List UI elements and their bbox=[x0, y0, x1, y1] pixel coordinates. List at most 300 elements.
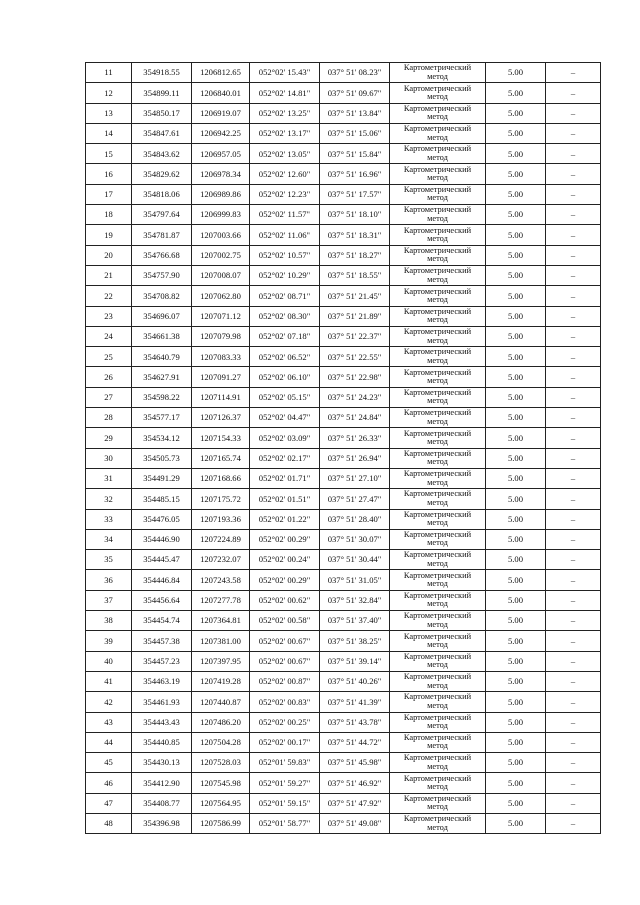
method-line-2: метод bbox=[427, 599, 448, 609]
method-line-1: Картометрический bbox=[403, 327, 472, 337]
method-line-1: Картометрический bbox=[403, 712, 472, 722]
table-row bbox=[86, 793, 601, 813]
y-coordinate-cell: 1207002.75 bbox=[192, 245, 250, 265]
accuracy-cell: 5.00 bbox=[486, 367, 546, 387]
x-coordinate-cell: 354766.68 bbox=[132, 245, 192, 265]
method-line-2: метод bbox=[427, 782, 448, 792]
y-coordinate-cell: 1207071.12 bbox=[192, 306, 250, 326]
longitude-cell: 037° 51' 09.67" bbox=[320, 83, 390, 103]
dash-cell: – bbox=[546, 793, 601, 813]
method-cell bbox=[390, 83, 486, 103]
point-number-cell: 25 bbox=[86, 347, 132, 367]
accuracy-cell: 5.00 bbox=[486, 205, 546, 225]
method-line-2: метод bbox=[427, 558, 448, 568]
dash-cell: – bbox=[546, 529, 601, 549]
method-line-2: метод bbox=[427, 193, 448, 203]
method-line-2: метод bbox=[427, 152, 448, 162]
y-coordinate-cell: 1207564.95 bbox=[192, 793, 250, 813]
dash-cell: – bbox=[546, 428, 601, 448]
accuracy-cell: 5.00 bbox=[486, 813, 546, 833]
point-number-cell: 12 bbox=[86, 83, 132, 103]
longitude-cell: 037° 51' 45.98" bbox=[320, 753, 390, 773]
table-row bbox=[86, 265, 601, 285]
x-coordinate-cell: 354505.73 bbox=[132, 448, 192, 468]
latitude-cell: 052°02' 07.18" bbox=[250, 326, 320, 346]
method-cell bbox=[390, 753, 486, 773]
method-line-1: Картометрический bbox=[403, 590, 472, 600]
method-line-2: метод bbox=[427, 436, 448, 446]
longitude-cell: 037° 51' 15.06" bbox=[320, 123, 390, 143]
x-coordinate-cell: 354899.11 bbox=[132, 83, 192, 103]
method-cell bbox=[390, 692, 486, 712]
latitude-cell: 052°02' 14.81" bbox=[250, 83, 320, 103]
table-row bbox=[86, 205, 601, 225]
accuracy-cell: 5.00 bbox=[486, 306, 546, 326]
method-cell bbox=[390, 590, 486, 610]
method-line-1: Картометрический bbox=[403, 164, 472, 174]
point-number-cell: 14 bbox=[86, 123, 132, 143]
x-coordinate-cell: 354829.62 bbox=[132, 164, 192, 184]
y-coordinate-cell: 1206978.34 bbox=[192, 164, 250, 184]
x-coordinate-cell: 354443.43 bbox=[132, 712, 192, 732]
longitude-cell: 037° 51' 32.84" bbox=[320, 590, 390, 610]
dash-cell: – bbox=[546, 671, 601, 691]
method-line-2: метод bbox=[427, 274, 448, 284]
method-line-1: Картометрический bbox=[403, 530, 472, 540]
longitude-cell: 037° 51' 37.40" bbox=[320, 611, 390, 631]
accuracy-cell: 5.00 bbox=[486, 753, 546, 773]
latitude-cell: 052°02' 00.25" bbox=[250, 712, 320, 732]
dash-cell: – bbox=[546, 265, 601, 285]
point-number-cell: 29 bbox=[86, 428, 132, 448]
accuracy-cell: 5.00 bbox=[486, 63, 546, 83]
method-line-2: метод bbox=[427, 761, 448, 771]
latitude-cell: 052°02' 12.60" bbox=[250, 164, 320, 184]
method-line-1: Картометрический bbox=[403, 611, 472, 621]
method-cell bbox=[390, 205, 486, 225]
method-cell bbox=[390, 144, 486, 164]
x-coordinate-cell: 354396.98 bbox=[132, 813, 192, 833]
longitude-cell: 037° 51' 38.25" bbox=[320, 631, 390, 651]
table-row bbox=[86, 408, 601, 428]
latitude-cell: 052°02' 15.43" bbox=[250, 63, 320, 83]
method-cell bbox=[390, 651, 486, 671]
latitude-cell: 052°02' 00.67" bbox=[250, 631, 320, 651]
y-coordinate-cell: 1207079.98 bbox=[192, 326, 250, 346]
x-coordinate-cell: 354577.17 bbox=[132, 408, 192, 428]
y-coordinate-cell: 1207586.99 bbox=[192, 813, 250, 833]
method-line-2: метод bbox=[427, 173, 448, 183]
method-cell bbox=[390, 265, 486, 285]
method-cell bbox=[390, 732, 486, 752]
table-row bbox=[86, 712, 601, 732]
dash-cell: – bbox=[546, 408, 601, 428]
dash-cell: – bbox=[546, 692, 601, 712]
x-coordinate-cell: 354446.84 bbox=[132, 570, 192, 590]
point-number-cell: 16 bbox=[86, 164, 132, 184]
point-number-cell: 31 bbox=[86, 468, 132, 488]
x-coordinate-cell: 354457.23 bbox=[132, 651, 192, 671]
dash-cell: – bbox=[546, 83, 601, 103]
method-cell bbox=[390, 428, 486, 448]
x-coordinate-cell: 354757.90 bbox=[132, 265, 192, 285]
x-coordinate-cell: 354446.90 bbox=[132, 529, 192, 549]
latitude-cell: 052°01' 59.27" bbox=[250, 773, 320, 793]
y-coordinate-cell: 1207232.07 bbox=[192, 550, 250, 570]
latitude-cell: 052°02' 00.87" bbox=[250, 671, 320, 691]
x-coordinate-cell: 354454.74 bbox=[132, 611, 192, 631]
accuracy-cell: 5.00 bbox=[486, 144, 546, 164]
method-line-2: метод bbox=[427, 802, 448, 812]
dash-cell: – bbox=[546, 306, 601, 326]
latitude-cell: 052°02' 00.17" bbox=[250, 732, 320, 752]
latitude-cell: 052°02' 00.58" bbox=[250, 611, 320, 631]
method-line-1: Картометрический bbox=[403, 814, 472, 824]
longitude-cell: 037° 51' 44.72" bbox=[320, 732, 390, 752]
dash-cell: – bbox=[546, 367, 601, 387]
method-cell bbox=[390, 123, 486, 143]
y-coordinate-cell: 1206999.83 bbox=[192, 205, 250, 225]
table-row bbox=[86, 225, 601, 245]
method-cell bbox=[390, 550, 486, 570]
method-line-1: Картометрический bbox=[403, 631, 472, 641]
method-line-2: метод bbox=[427, 294, 448, 304]
table-row bbox=[86, 306, 601, 326]
y-coordinate-cell: 1207397.95 bbox=[192, 651, 250, 671]
y-coordinate-cell: 1207419.28 bbox=[192, 671, 250, 691]
accuracy-cell: 5.00 bbox=[486, 123, 546, 143]
latitude-cell: 052°02' 13.05" bbox=[250, 144, 320, 164]
longitude-cell: 037° 51' 15.84" bbox=[320, 144, 390, 164]
point-number-cell: 45 bbox=[86, 753, 132, 773]
dash-cell: – bbox=[546, 611, 601, 631]
longitude-cell: 037° 51' 39.14" bbox=[320, 651, 390, 671]
latitude-cell: 052°02' 06.10" bbox=[250, 367, 320, 387]
method-cell bbox=[390, 63, 486, 83]
y-coordinate-cell: 1207486.20 bbox=[192, 712, 250, 732]
method-cell bbox=[390, 245, 486, 265]
y-coordinate-cell: 1206957.05 bbox=[192, 144, 250, 164]
method-line-2: метод bbox=[427, 213, 448, 223]
latitude-cell: 052°02' 00.62" bbox=[250, 590, 320, 610]
point-number-cell: 43 bbox=[86, 712, 132, 732]
accuracy-cell: 5.00 bbox=[486, 448, 546, 468]
longitude-cell: 037° 51' 17.57" bbox=[320, 184, 390, 204]
accuracy-cell: 5.00 bbox=[486, 468, 546, 488]
accuracy-cell: 5.00 bbox=[486, 387, 546, 407]
table-row bbox=[86, 103, 601, 123]
point-number-cell: 36 bbox=[86, 570, 132, 590]
accuracy-cell: 5.00 bbox=[486, 692, 546, 712]
method-line-1: Картометрический bbox=[403, 469, 472, 479]
table-row bbox=[86, 570, 601, 590]
y-coordinate-cell: 1207091.27 bbox=[192, 367, 250, 387]
x-coordinate-cell: 354408.77 bbox=[132, 793, 192, 813]
method-line-2: метод bbox=[427, 112, 448, 122]
accuracy-cell: 5.00 bbox=[486, 265, 546, 285]
x-coordinate-cell: 354847.61 bbox=[132, 123, 192, 143]
accuracy-cell: 5.00 bbox=[486, 570, 546, 590]
longitude-cell: 037° 51' 27.10" bbox=[320, 468, 390, 488]
method-line-2: метод bbox=[427, 254, 448, 264]
method-line-2: метод bbox=[427, 477, 448, 487]
y-coordinate-cell: 1207114.91 bbox=[192, 387, 250, 407]
method-line-2: метод bbox=[427, 71, 448, 81]
method-line-1: Картометрический bbox=[403, 286, 472, 296]
method-line-2: метод bbox=[427, 741, 448, 751]
y-coordinate-cell: 1206989.86 bbox=[192, 184, 250, 204]
dash-cell: – bbox=[546, 63, 601, 83]
point-number-cell: 20 bbox=[86, 245, 132, 265]
dash-cell: – bbox=[546, 813, 601, 833]
accuracy-cell: 5.00 bbox=[486, 590, 546, 610]
accuracy-cell: 5.00 bbox=[486, 773, 546, 793]
accuracy-cell: 5.00 bbox=[486, 732, 546, 752]
latitude-cell: 052°02' 04.47" bbox=[250, 408, 320, 428]
accuracy-cell: 5.00 bbox=[486, 651, 546, 671]
point-number-cell: 47 bbox=[86, 793, 132, 813]
y-coordinate-cell: 1207243.58 bbox=[192, 570, 250, 590]
table-row bbox=[86, 144, 601, 164]
x-coordinate-cell: 354476.05 bbox=[132, 509, 192, 529]
longitude-cell: 037° 51' 22.55" bbox=[320, 347, 390, 367]
method-line-1: Картометрический bbox=[403, 753, 472, 763]
x-coordinate-cell: 354640.79 bbox=[132, 347, 192, 367]
longitude-cell: 037° 51' 16.96" bbox=[320, 164, 390, 184]
longitude-cell: 037° 51' 22.98" bbox=[320, 367, 390, 387]
x-coordinate-cell: 354456.64 bbox=[132, 590, 192, 610]
accuracy-cell: 5.00 bbox=[486, 671, 546, 691]
y-coordinate-cell: 1206812.65 bbox=[192, 63, 250, 83]
longitude-cell: 037° 51' 28.40" bbox=[320, 509, 390, 529]
table-row bbox=[86, 489, 601, 509]
latitude-cell: 052°02' 08.30" bbox=[250, 306, 320, 326]
method-cell bbox=[390, 509, 486, 529]
dash-cell: – bbox=[546, 123, 601, 143]
method-line-2: метод bbox=[427, 497, 448, 507]
table-row bbox=[86, 448, 601, 468]
dash-cell: – bbox=[546, 205, 601, 225]
latitude-cell: 052°02' 01.22" bbox=[250, 509, 320, 529]
method-line-1: Картометрический bbox=[403, 550, 472, 560]
accuracy-cell: 5.00 bbox=[486, 428, 546, 448]
dash-cell: – bbox=[546, 732, 601, 752]
latitude-cell: 052°02' 00.29" bbox=[250, 529, 320, 549]
dash-cell: – bbox=[546, 448, 601, 468]
method-cell bbox=[390, 448, 486, 468]
point-number-cell: 46 bbox=[86, 773, 132, 793]
method-line-2: метод bbox=[427, 335, 448, 345]
table-row bbox=[86, 123, 601, 143]
method-line-1: Картометрический bbox=[403, 144, 472, 154]
dash-cell: – bbox=[546, 347, 601, 367]
method-line-2: метод bbox=[427, 416, 448, 426]
x-coordinate-cell: 354627.91 bbox=[132, 367, 192, 387]
table-row bbox=[86, 286, 601, 306]
y-coordinate-cell: 1207277.78 bbox=[192, 590, 250, 610]
dash-cell: – bbox=[546, 773, 601, 793]
x-coordinate-cell: 354463.19 bbox=[132, 671, 192, 691]
accuracy-cell: 5.00 bbox=[486, 611, 546, 631]
x-coordinate-cell: 354440.85 bbox=[132, 732, 192, 752]
method-cell bbox=[390, 164, 486, 184]
method-line-1: Картометрический bbox=[403, 428, 472, 438]
method-cell bbox=[390, 468, 486, 488]
x-coordinate-cell: 354818.06 bbox=[132, 184, 192, 204]
accuracy-cell: 5.00 bbox=[486, 103, 546, 123]
method-cell bbox=[390, 611, 486, 631]
x-coordinate-cell: 354430.13 bbox=[132, 753, 192, 773]
table-row bbox=[86, 509, 601, 529]
y-coordinate-cell: 1207381.00 bbox=[192, 631, 250, 651]
accuracy-cell: 5.00 bbox=[486, 245, 546, 265]
method-cell bbox=[390, 184, 486, 204]
point-number-cell: 42 bbox=[86, 692, 132, 712]
method-line-1: Картометрический bbox=[403, 83, 472, 93]
method-line-1: Картометрический bbox=[403, 651, 472, 661]
table-row bbox=[86, 773, 601, 793]
table-row bbox=[86, 651, 601, 671]
latitude-cell: 052°02' 10.57" bbox=[250, 245, 320, 265]
method-cell bbox=[390, 225, 486, 245]
longitude-cell: 037° 51' 49.08" bbox=[320, 813, 390, 833]
accuracy-cell: 5.00 bbox=[486, 225, 546, 245]
method-line-2: метод bbox=[427, 355, 448, 365]
y-coordinate-cell: 1207083.33 bbox=[192, 347, 250, 367]
method-line-1: Картометрический bbox=[403, 672, 472, 682]
y-coordinate-cell: 1207062.80 bbox=[192, 286, 250, 306]
longitude-cell: 037° 51' 21.89" bbox=[320, 306, 390, 326]
longitude-cell: 037° 51' 22.37" bbox=[320, 326, 390, 346]
table-row bbox=[86, 550, 601, 570]
x-coordinate-cell: 354461.93 bbox=[132, 692, 192, 712]
method-cell bbox=[390, 631, 486, 651]
x-coordinate-cell: 354843.62 bbox=[132, 144, 192, 164]
latitude-cell: 052°01' 59.15" bbox=[250, 793, 320, 813]
dash-cell: – bbox=[546, 712, 601, 732]
point-number-cell: 13 bbox=[86, 103, 132, 123]
dash-cell: – bbox=[546, 387, 601, 407]
accuracy-cell: 5.00 bbox=[486, 509, 546, 529]
dash-cell: – bbox=[546, 570, 601, 590]
method-cell bbox=[390, 793, 486, 813]
accuracy-cell: 5.00 bbox=[486, 347, 546, 367]
dash-cell: – bbox=[546, 631, 601, 651]
table-row bbox=[86, 813, 601, 833]
y-coordinate-cell: 1207364.81 bbox=[192, 611, 250, 631]
x-coordinate-cell: 354457.38 bbox=[132, 631, 192, 651]
latitude-cell: 052°02' 02.17" bbox=[250, 448, 320, 468]
dash-cell: – bbox=[546, 103, 601, 123]
dash-cell: – bbox=[546, 590, 601, 610]
table-row bbox=[86, 367, 601, 387]
x-coordinate-cell: 354781.87 bbox=[132, 225, 192, 245]
accuracy-cell: 5.00 bbox=[486, 286, 546, 306]
table-row bbox=[86, 631, 601, 651]
coordinates-table bbox=[85, 62, 601, 834]
point-number-cell: 39 bbox=[86, 631, 132, 651]
method-cell bbox=[390, 286, 486, 306]
table-row bbox=[86, 590, 601, 610]
point-number-cell: 23 bbox=[86, 306, 132, 326]
y-coordinate-cell: 1207175.72 bbox=[192, 489, 250, 509]
dash-cell: – bbox=[546, 753, 601, 773]
point-number-cell: 26 bbox=[86, 367, 132, 387]
method-line-1: Картометрический bbox=[403, 266, 472, 276]
method-line-1: Картометрический bbox=[403, 185, 472, 195]
point-number-cell: 35 bbox=[86, 550, 132, 570]
point-number-cell: 19 bbox=[86, 225, 132, 245]
point-number-cell: 15 bbox=[86, 144, 132, 164]
method-line-2: метод bbox=[427, 457, 448, 467]
latitude-cell: 052°02' 13.25" bbox=[250, 103, 320, 123]
longitude-cell: 037° 51' 18.31" bbox=[320, 225, 390, 245]
method-line-1: Картометрический bbox=[403, 347, 472, 357]
dash-cell: – bbox=[546, 651, 601, 671]
latitude-cell: 052°02' 11.06" bbox=[250, 225, 320, 245]
dash-cell: – bbox=[546, 164, 601, 184]
longitude-cell: 037° 51' 30.44" bbox=[320, 550, 390, 570]
method-cell bbox=[390, 326, 486, 346]
table-row bbox=[86, 732, 601, 752]
x-coordinate-cell: 354445.47 bbox=[132, 550, 192, 570]
y-coordinate-cell: 1207193.36 bbox=[192, 509, 250, 529]
longitude-cell: 037° 51' 40.26" bbox=[320, 671, 390, 691]
accuracy-cell: 5.00 bbox=[486, 489, 546, 509]
point-number-cell: 41 bbox=[86, 671, 132, 691]
accuracy-cell: 5.00 bbox=[486, 408, 546, 428]
method-line-1: Картометрический bbox=[403, 306, 472, 316]
method-cell bbox=[390, 103, 486, 123]
x-coordinate-cell: 354696.07 bbox=[132, 306, 192, 326]
latitude-cell: 052°02' 00.29" bbox=[250, 570, 320, 590]
y-coordinate-cell: 1207003.66 bbox=[192, 225, 250, 245]
latitude-cell: 052°02' 10.29" bbox=[250, 265, 320, 285]
y-coordinate-cell: 1207224.89 bbox=[192, 529, 250, 549]
method-line-1: Картометрический bbox=[403, 63, 472, 73]
method-line-2: метод bbox=[427, 315, 448, 325]
accuracy-cell: 5.00 bbox=[486, 712, 546, 732]
y-coordinate-cell: 1207504.28 bbox=[192, 732, 250, 752]
method-line-1: Картометрический bbox=[403, 367, 472, 377]
longitude-cell: 037° 51' 18.10" bbox=[320, 205, 390, 225]
method-line-2: метод bbox=[427, 639, 448, 649]
accuracy-cell: 5.00 bbox=[486, 550, 546, 570]
table-row bbox=[86, 245, 601, 265]
method-line-2: метод bbox=[427, 822, 448, 832]
longitude-cell: 037° 51' 18.55" bbox=[320, 265, 390, 285]
point-number-cell: 48 bbox=[86, 813, 132, 833]
latitude-cell: 052°02' 12.23" bbox=[250, 184, 320, 204]
table-row bbox=[86, 611, 601, 631]
method-line-1: Картометрический bbox=[403, 733, 472, 743]
longitude-cell: 037° 51' 24.84" bbox=[320, 408, 390, 428]
latitude-cell: 052°02' 05.15" bbox=[250, 387, 320, 407]
accuracy-cell: 5.00 bbox=[486, 164, 546, 184]
point-number-cell: 24 bbox=[86, 326, 132, 346]
method-cell bbox=[390, 570, 486, 590]
x-coordinate-cell: 354485.15 bbox=[132, 489, 192, 509]
method-line-1: Картометрический bbox=[403, 245, 472, 255]
method-line-1: Картометрический bbox=[403, 489, 472, 499]
table-row bbox=[86, 184, 601, 204]
longitude-cell: 037° 51' 30.07" bbox=[320, 529, 390, 549]
table-row bbox=[86, 63, 601, 83]
method-line-2: метод bbox=[427, 132, 448, 142]
table-row bbox=[86, 387, 601, 407]
method-cell bbox=[390, 773, 486, 793]
dash-cell: – bbox=[546, 245, 601, 265]
